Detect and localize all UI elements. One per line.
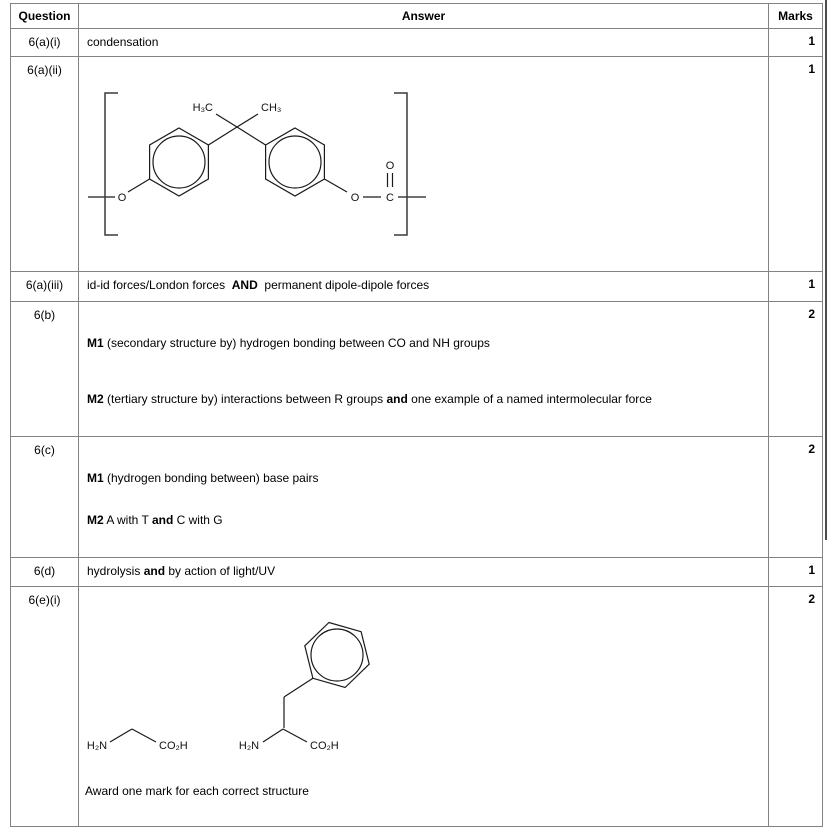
answer-text: (secondary structure by) hydrogen bonding between CO and NH groups (103, 336, 490, 350)
question-cell: 6(a)(ii) (11, 57, 79, 272)
question-cell: 6(a)(iii) (11, 272, 79, 302)
answer-cell (79, 437, 769, 558)
benzene-ring-circle (311, 629, 363, 681)
answer-text-bold: AND (231, 278, 258, 292)
carbonyl-oxygen-label: O (385, 160, 395, 172)
question-cell: 6(c) (11, 437, 79, 558)
benzene-ring-circle (269, 136, 321, 188)
m2-label: M2 (87, 392, 104, 406)
amine-label: H₂N (86, 740, 108, 752)
marking-point-m1 (87, 336, 760, 350)
table-row (11, 437, 823, 558)
oxygen-label: O (350, 192, 360, 204)
marking-point-m2 (87, 392, 760, 406)
answer-cell (79, 558, 769, 587)
answer-cell (79, 57, 769, 272)
answer-cell (79, 587, 769, 827)
answer-cell (79, 302, 769, 437)
amine-label: H₂N (238, 740, 260, 752)
answer-text: A with T (103, 513, 152, 527)
page-edge-line (825, 0, 827, 540)
benzene-ring-hexagon (305, 623, 369, 688)
table-row (11, 272, 823, 302)
m2-label: M2 (87, 513, 104, 527)
marks-cell: 1 (769, 558, 823, 587)
repeat-unit-bracket-left (105, 93, 118, 235)
marks-cell: 2 (769, 302, 823, 437)
table-row (11, 587, 823, 827)
table-row (11, 302, 823, 437)
marks-cell: 1 (769, 57, 823, 272)
answer-text-bold: and (143, 564, 166, 578)
header-row (11, 4, 823, 29)
answer-text: hydrolysis (87, 564, 144, 578)
carboxyl-label: CO₂H (310, 740, 339, 752)
benzene-ring-hexagon (150, 128, 209, 196)
answer-text: (hydrogen bonding between) base pairs (103, 471, 319, 485)
column-header-marks: Marks (769, 4, 823, 29)
amino-acid-structures-diagram (79, 615, 409, 755)
question-cell: 6(e)(i) (11, 587, 79, 827)
question-cell: 6(d) (11, 558, 79, 587)
m1-label: M1 (87, 471, 104, 485)
mark-scheme-table (10, 3, 823, 827)
repeat-unit-bracket-right (394, 93, 407, 235)
methyl-right-label: CH₃ (261, 102, 282, 114)
table-row (11, 29, 823, 57)
marks-cell: 1 (769, 29, 823, 57)
carbonyl-carbon-label: C (386, 192, 394, 204)
methyl-left-label: H₃C (192, 102, 213, 114)
award-note: Award one mark for each correct structure (85, 784, 309, 798)
answer-text-bold: and (151, 513, 174, 527)
answer-text: permanent dipole-dipole forces (257, 278, 430, 292)
table-row (11, 57, 823, 272)
polycarbonate-structure-diagram (79, 85, 434, 243)
marks-cell: 1 (769, 272, 823, 302)
marks-cell: 2 (769, 437, 823, 558)
marking-point-m2 (87, 513, 760, 527)
answer-text: (tertiary structure by) interactions between R groups (103, 392, 387, 406)
column-header-answer: Answer (79, 4, 769, 29)
carboxyl-label: CO₂H (159, 740, 188, 752)
answer-text: by action of light/UV (165, 564, 276, 578)
marks-cell: 2 (769, 587, 823, 827)
oxygen-label: O (117, 192, 127, 204)
marking-point-m1 (87, 471, 760, 485)
answer-text: id-id forces/London forces (87, 278, 232, 292)
column-header-question: Question (11, 4, 79, 29)
question-cell: 6(b) (11, 302, 79, 437)
answer-text: C with G (173, 513, 223, 527)
answer-cell: condensation (79, 29, 769, 57)
benzene-ring-hexagon (266, 128, 325, 196)
answer-cell (79, 272, 769, 302)
benzene-ring-circle (153, 136, 205, 188)
question-cell: 6(a)(i) (11, 29, 79, 57)
table-row (11, 558, 823, 587)
answer-text-bold: and (386, 392, 408, 406)
m1-label: M1 (87, 336, 104, 350)
answer-text: one example of a named intermolecular force (407, 392, 652, 406)
